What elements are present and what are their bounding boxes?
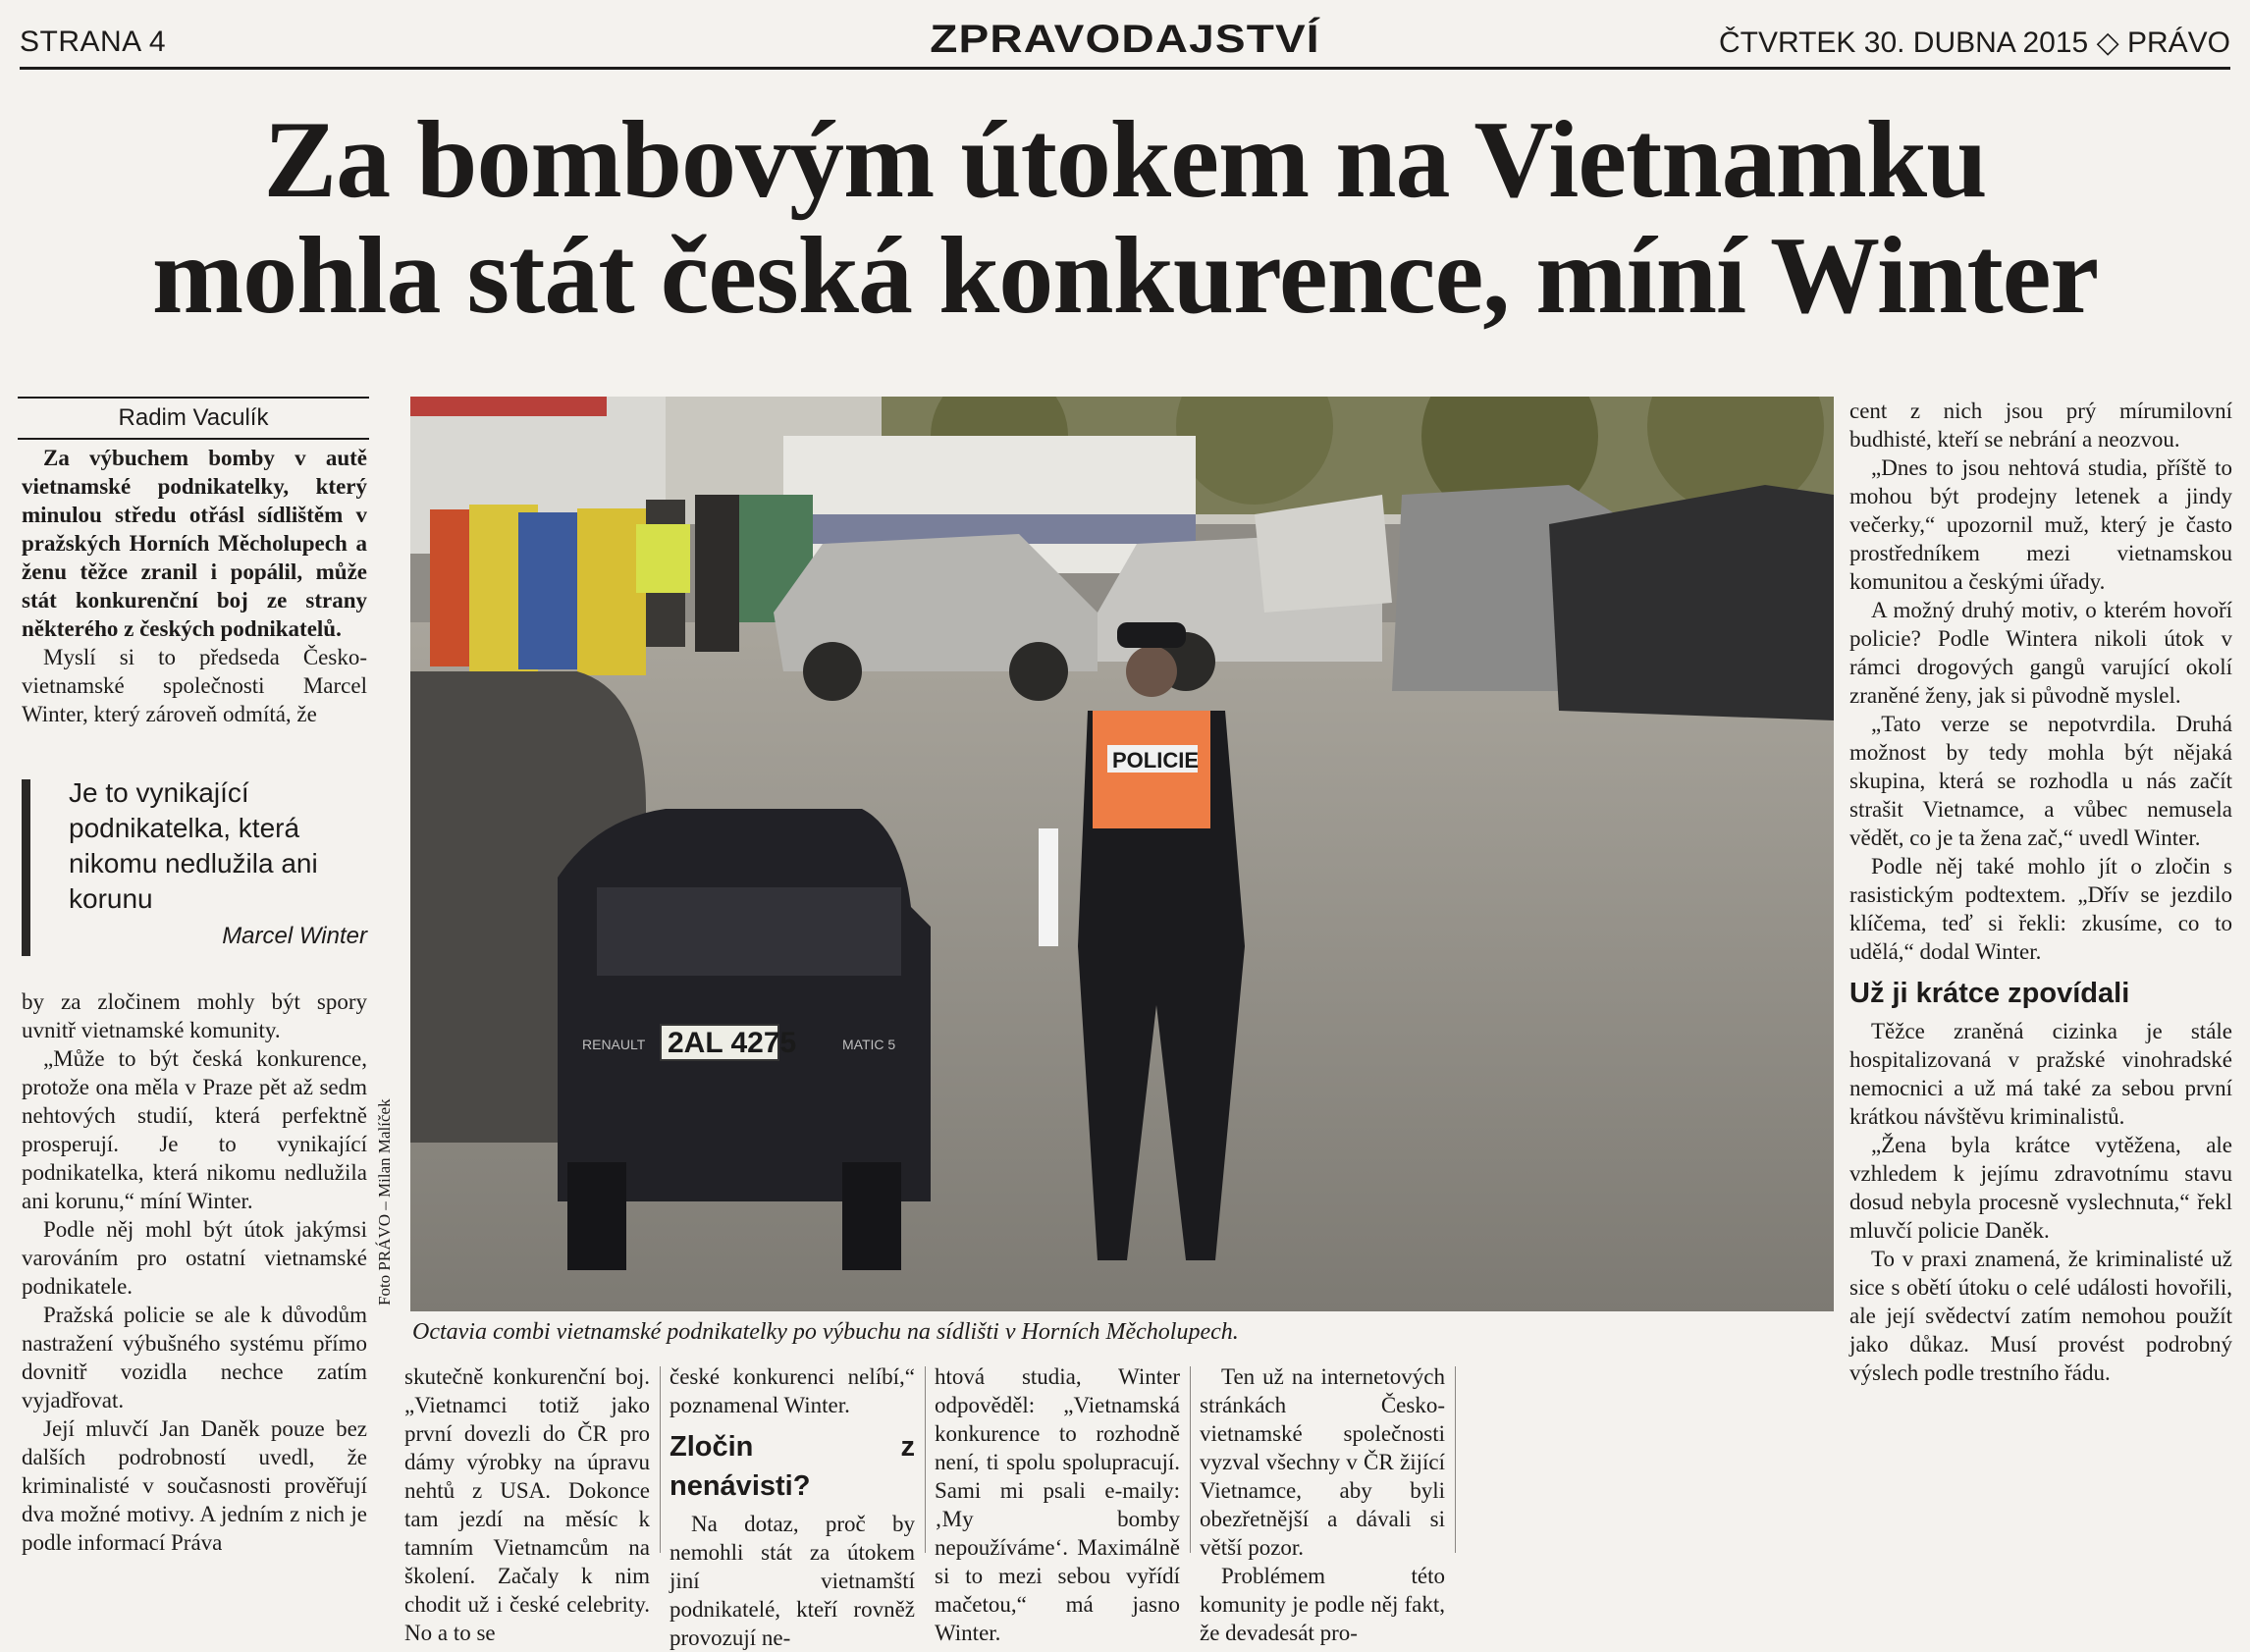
paragraph: htová studia, Winter odpověděl: „Vietnamská konkurence to rozhodně není, ti spolu spolupracují. Sami mi psali e-maily: ‚My bomby nepoužíváme‘. Maximálně si to mezi sebou vyřídí mačetou,“ má jasno Winter. bbox=[935, 1364, 1180, 1645]
column-rule bbox=[1190, 1366, 1191, 1553]
paragraph: Těžce zraněná cizinka je stále hospitalizovaná v pražské vinohradské nemocnici a už má také za sebou první krátkou návštěvu kriminalistů. bbox=[1849, 1019, 2232, 1129]
paragraph: cent z nich jsou prý mírumilovní budhisté, kteří se nebrání a neozvou. bbox=[1849, 399, 2232, 452]
subheading: Zločin z nenávisti? bbox=[670, 1431, 915, 1502]
article-column-6 bbox=[1849, 397, 2232, 1387]
paragraph: Pražská policie se ale k důvodům nastražení výbušného systému přímo dovnitř vozidla nechce zatím vyjadřovat. bbox=[22, 1303, 367, 1412]
subheading: Už ji krátce zpovídali bbox=[1849, 978, 2130, 1009]
page-number: STRANA 4 bbox=[20, 26, 167, 58]
header-rule bbox=[20, 67, 2230, 70]
paragraph: české konkurenci nelíbí,“ poznamenal Winter. bbox=[670, 1364, 915, 1417]
issue-date: ČTVRTEK 30. DUBNA 2015 ◇ PRÁVO bbox=[1718, 27, 2230, 59]
headline-line-2: mohla stát česká konkurence, míní Winter bbox=[151, 215, 2099, 337]
quote-bar bbox=[22, 779, 30, 956]
paragraph: Problémem této komunity je podle něj fakt, že devadesát pro- bbox=[1200, 1564, 1445, 1645]
paragraph: Ten už na internetových stránkách Česko-vietnamské společnosti vyzval všechny v ČR žijící Vietnamce, aby byli obezřetnější a dávali si větší pozor. bbox=[1200, 1364, 1445, 1560]
lead-paragraph: Za výbuchem bomby v autě vietnamské podnikatelky, který minulou středu otřásl sídlištěm v pražských Horních Měcholupech a ženu těžce zranil i popálil, může stát konkurenční boj ze strany některého z českých podnikatelů. bbox=[22, 446, 367, 641]
article-column-2 bbox=[404, 1362, 650, 1647]
byline: Radim Vaculík bbox=[18, 397, 369, 440]
quote-author: Marcel Winter bbox=[222, 923, 367, 949]
section-title: ZPRAVODAJSTVÍ bbox=[930, 18, 1320, 61]
paragraph: Na dotaz, proč by nemohli stát za útokem jiní vietnamští podnikatelé, kteří rovněž provozují ne- bbox=[670, 1512, 915, 1650]
paragraph: Podle něj mohl být útok jakýmsi varováním pro ostatní vietnamské podnikatele. bbox=[22, 1217, 367, 1299]
article-column-5 bbox=[1200, 1362, 1445, 1647]
paragraph: A možný druhý motiv, o kterém hovoří policie? Podle Wintera nikoli útok v rámci drogových gangů varující okolí zraněné ženy, jak si původně myslel. bbox=[1849, 598, 2232, 708]
headline-line-1: Za bombovým útokem na Vietnamku bbox=[263, 99, 1987, 221]
paragraph: by za zločinem mohly být spory uvnitř vietnamské komunity. bbox=[22, 989, 367, 1042]
quote-text: Je to vynikající podnikatelka, která nikomu nedlužila ani korunu bbox=[69, 777, 318, 914]
page-header bbox=[20, 18, 2230, 69]
pull-quote bbox=[22, 775, 367, 962]
paragraph: „Žena byla krátce vytěžena, ale vzhledem k jejímu zdravotnímu stavu dosud nebyla procesně vyslechnuta,“ řekl mluvčí policie Daněk. bbox=[1849, 1133, 2232, 1243]
paragraph: Podle něj také mohlo jít o zločin s rasistickým podtextem. „Dřív se jezdilo klíčema, teď si řekli: zkusíme, co to udělá,“ dodal Winter. bbox=[1849, 854, 2232, 964]
photo-caption: Octavia combi vietnamské podnikatelky po výbuchu na sídlišti v Horních Měcholupech. bbox=[412, 1319, 1239, 1345]
headline bbox=[20, 99, 2230, 337]
paragraph: Myslí si to předseda Česko-vietnamské společnosti Marcel Winter, který zároveň odmítá, že bbox=[22, 645, 367, 726]
news-photo bbox=[410, 397, 1834, 1311]
photo-illustration bbox=[410, 397, 1834, 1311]
column-rule bbox=[660, 1366, 661, 1553]
paragraph: „Dnes to jsou nehtová studia, příště to mohou být prodejny letenek a jindy večerky,“ upozornil muž, který je často prostředníkem mezi vietnamskou komunitou a českými úřady. bbox=[1849, 455, 2232, 594]
paragraph: „Tato verze se nepotvrdila. Druhá možnost by tedy mohla být nějaká skupina, která se rozhodla u nás začít strašit Vietnamce, a vůbec nemusela vědět, co je ta žena zač,“ uvedl Winter. bbox=[1849, 712, 2232, 850]
column-rule bbox=[1455, 1366, 1456, 1553]
license-plate: 2AL 4275 bbox=[668, 1027, 797, 1059]
paragraph: To v praxi znamená, že kriminalisté už sice s obětí útoku o celé události hovořili, ale její svědectví zatím nemohou použít jako důkaz. Musí provést podrobný výslech podle trestního řádu. bbox=[1849, 1247, 2232, 1385]
article-column-4 bbox=[935, 1362, 1180, 1647]
car-badge: RENAULT bbox=[582, 1037, 646, 1052]
paragraph: Její mluvčí Jan Daněk pouze bez dalších podrobností uvedl, že kriminalisté v současnosti prověřují dva možné motivy. A jedním z nich je podle informací Práva bbox=[22, 1416, 367, 1555]
car-model: MATIC 5 bbox=[842, 1037, 896, 1052]
article-column-3 bbox=[670, 1362, 915, 1652]
police-vest-label: POLICIE bbox=[1112, 748, 1200, 773]
paragraph: skutečně konkurenční boj. „Vietnamci totiž jako první dovezli do ČR pro dámy výrobky na úpravu nehtů z USA. Dokonce tam jezdí na měsíc k tamním Vietnamcům na školení. Začaly k nim chodit už i české celebrity. No a to se bbox=[404, 1364, 650, 1645]
article-column-1-top bbox=[22, 444, 367, 728]
article-column-1-bottom bbox=[22, 987, 367, 1557]
column-rule bbox=[925, 1366, 926, 1553]
photo-credit: Foto PRÁVO – Milan Malíček bbox=[375, 1098, 394, 1306]
paragraph: „Může to být česká konkurence, protože ona měla v Praze pět až sedm nehtových studií, která perfektně prosperují. Je to vynikající podnikatelka, která nikomu nedlužila ani korunu,“ míní Winter. bbox=[22, 1046, 367, 1213]
